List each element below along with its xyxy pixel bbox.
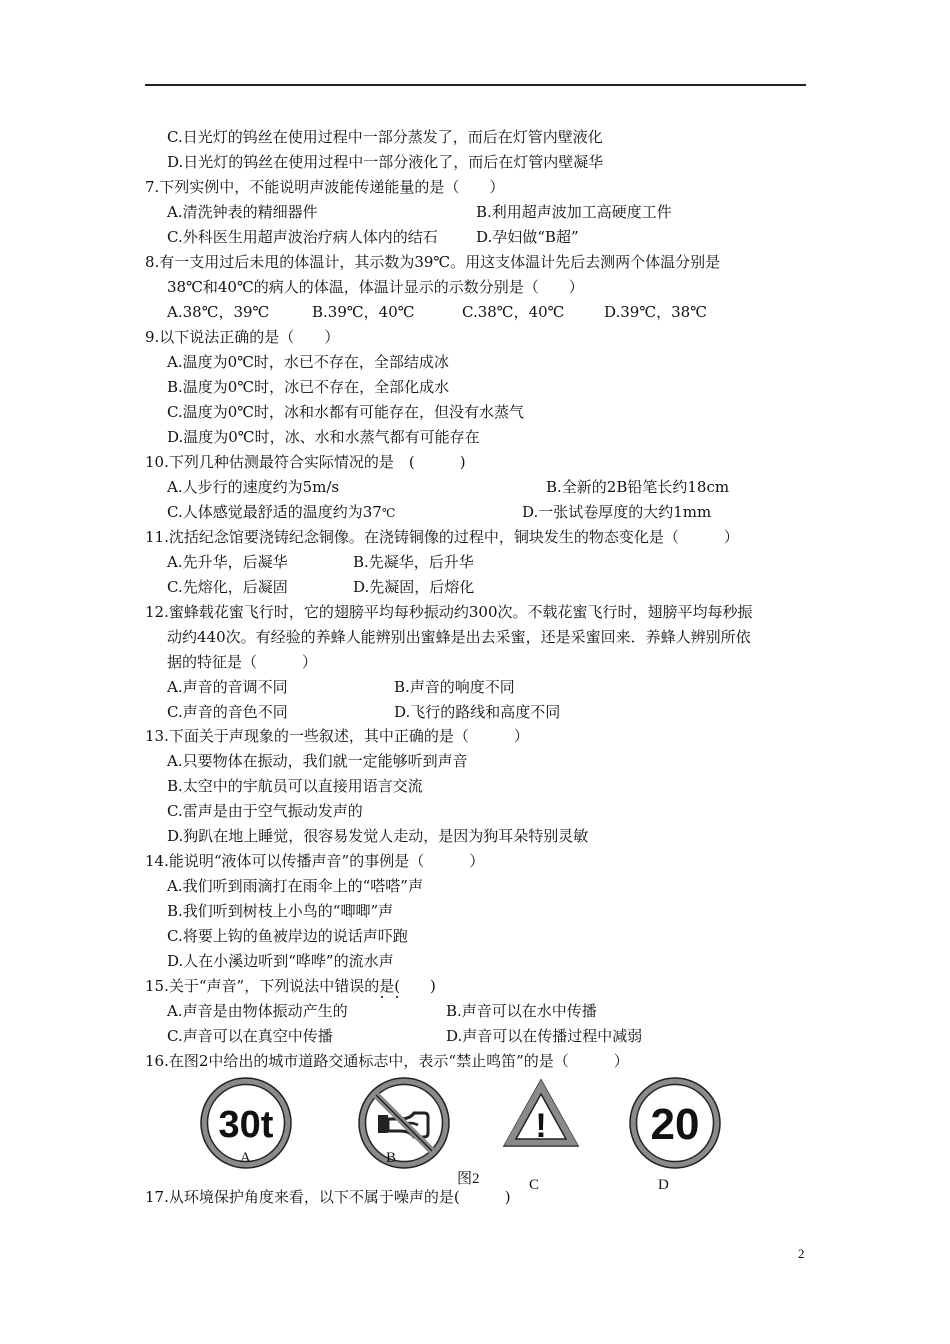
sign-a-text: 30t: [218, 1104, 274, 1146]
q7-option-a: A.清洗钟表的精细器件: [167, 203, 318, 221]
q8-option-a: A.38℃，39℃: [167, 303, 270, 321]
q10-stem: 10.下列几种估测最符合实际情况的是 ( ): [145, 453, 466, 471]
q10-option-c-unit: ℃: [381, 506, 396, 520]
q12-option-b: B.声音的响度不同: [394, 678, 515, 696]
sign-b-label: B: [386, 1150, 397, 1166]
q6-option-c: C.日光灯的钨丝在使用过程中一部分蒸发了，而后在灯管内壁液化: [167, 128, 603, 146]
q9-option-b: B.温度为0℃时，冰已不存在，全部化成水: [167, 378, 450, 396]
q11-stem: 11.沈括纪念馆要浇铸纪念铜像。在浇铸铜像的过程中，铜块发生的物态变化是（ ）: [145, 528, 739, 546]
q9-option-d: D.温度为0℃时，冰、水和水蒸气都有可能存在: [167, 428, 480, 446]
q6-option-d: D.日光灯的钨丝在使用过程中一部分液化了，而后在灯管内壁凝华: [167, 153, 604, 171]
q12-stem-line1: 12.蜜蜂载花蜜飞行时，它的翅膀平均每秒振动约300次。不载花蜜飞行时，翅膀平均每秒振: [145, 603, 753, 621]
q14-option-b: B.我们听到树枝上小鸟的“唧唧”声: [167, 902, 394, 920]
q14-option-a: A.我们听到雨滴打在雨伞上的“嗒嗒”声: [167, 877, 423, 895]
q14-stem: 14.能说明“液体可以传播声音”的事例是（ ）: [145, 852, 485, 870]
q7-stem: 7.下列实例中，不能说明声波能传递能量的是（ ）: [145, 178, 505, 196]
q7-option-c: C.外科医生用超声波治疗病人体内的结石: [167, 228, 438, 246]
q15-option-b: B.声音可以在水中传播: [446, 1002, 597, 1020]
q12-option-d: D.飞行的路线和高度不同: [394, 703, 561, 721]
q8-stem-line2: 38℃和40℃的病人的体温，体温计显示的示数分别是（ ）: [167, 278, 584, 296]
q9-option-c: C.温度为0℃时，冰和水都有可能存在，但没有水蒸气: [167, 403, 525, 421]
q10-option-a: A.人步行的速度约为5m/s: [167, 478, 340, 496]
q15-option-c: C.声音可以在真空中传播: [167, 1027, 333, 1045]
sign-d-speed-limit: [629, 1077, 721, 1169]
sign-c-label: C: [529, 1177, 540, 1193]
q13-stem: 13.下面关于声现象的一些叙述，其中正确的是（ ）: [145, 727, 529, 745]
q10-option-c-text: C.人体感觉最舒适的温度约为37: [167, 503, 382, 521]
q9-option-a: A.温度为0℃时，水已不存在，全部结成冰: [167, 353, 449, 371]
sign-c-warning-triangle: [501, 1077, 581, 1149]
q8-option-c: C.38℃，40℃: [462, 303, 565, 321]
emphasis-dot: [381, 996, 383, 998]
q10-option-d: D.一张试卷厚度的大约1mm: [522, 503, 712, 521]
q9-stem: 9.以下说法正确的是（ ）: [145, 328, 340, 346]
q12-stem-line3: 据的特征是（ ）: [167, 653, 318, 671]
q12-stem-line2: 动约440次。有经验的养蜂人能辨别出蜜蜂是出去采蜜，还是采蜜回来．养蜂人辨别所依: [167, 628, 751, 646]
q10-option-c: [167, 502, 395, 523]
header-rule: [145, 84, 806, 86]
q12-option-a: A.声音的音调不同: [167, 678, 288, 696]
q8-stem-line1: 8.有一支用过后未甩的体温计，其示数为39℃。用这支体温计先后去测两个体温分别是: [145, 253, 721, 271]
sign-b-no-horn: [358, 1077, 450, 1169]
sign-d-text: 20: [650, 1100, 700, 1149]
q8-option-b: B.39℃，40℃: [312, 303, 415, 321]
q15-option-a: A.声音是由物体振动产生的: [167, 1002, 348, 1020]
q11-option-a: A.先升华，后凝华: [167, 553, 288, 571]
q7-option-d: D.孕妇做“B超”: [476, 228, 579, 246]
q12-option-c: C.声音的音色不同: [167, 703, 288, 721]
exclamation-icon: !: [535, 1107, 547, 1145]
q17-stem: 17.从环境保护角度来看，以下不属于噪声的是( ): [145, 1188, 511, 1206]
q16-stem: 16.在图2中给出的城市道路交通标志中，表示“禁止鸣笛”的是（ ）: [145, 1052, 629, 1070]
q10-option-b: B.全新的2B铅笔长约18cm: [546, 478, 730, 496]
q13-option-b: B.太空中的宇航员可以直接用语言交流: [167, 777, 423, 795]
emphasis-dot: [396, 996, 398, 998]
q13-option-a: A.只要物体在振动，我们就一定能够听到声音: [167, 752, 468, 770]
q15-stem: 15.关于“声音”，下列说法中错误的是( ): [145, 977, 436, 995]
q11-option-d: D.先凝固，后熔化: [353, 578, 475, 596]
q7-option-b: B.利用超声波加工高硬度工件: [476, 203, 672, 221]
q11-option-b: B.先凝华，后升华: [353, 553, 474, 571]
page-number: 2: [798, 1246, 805, 1261]
sign-d-label: D: [658, 1177, 669, 1193]
q14-option-d: D.人在小溪边听到“哗哗”的流水声: [167, 952, 394, 970]
q15-option-d: D.声音可以在传播过程中减弱: [446, 1027, 643, 1045]
q11-option-c: C.先熔化，后凝固: [167, 578, 288, 596]
q14-option-c: C.将要上钩的鱼被岸边的说话声吓跑: [167, 927, 408, 945]
q13-option-d: D.狗趴在地上睡觉，很容易发觉人走动，是因为狗耳朵特别灵敏: [167, 827, 589, 845]
figure-caption: 图2: [457, 1171, 480, 1187]
sign-a-label: A: [240, 1150, 251, 1166]
q13-option-c: C.雷声是由于空气振动发声的: [167, 802, 363, 820]
q8-option-d: D.39℃，38℃: [604, 303, 707, 321]
